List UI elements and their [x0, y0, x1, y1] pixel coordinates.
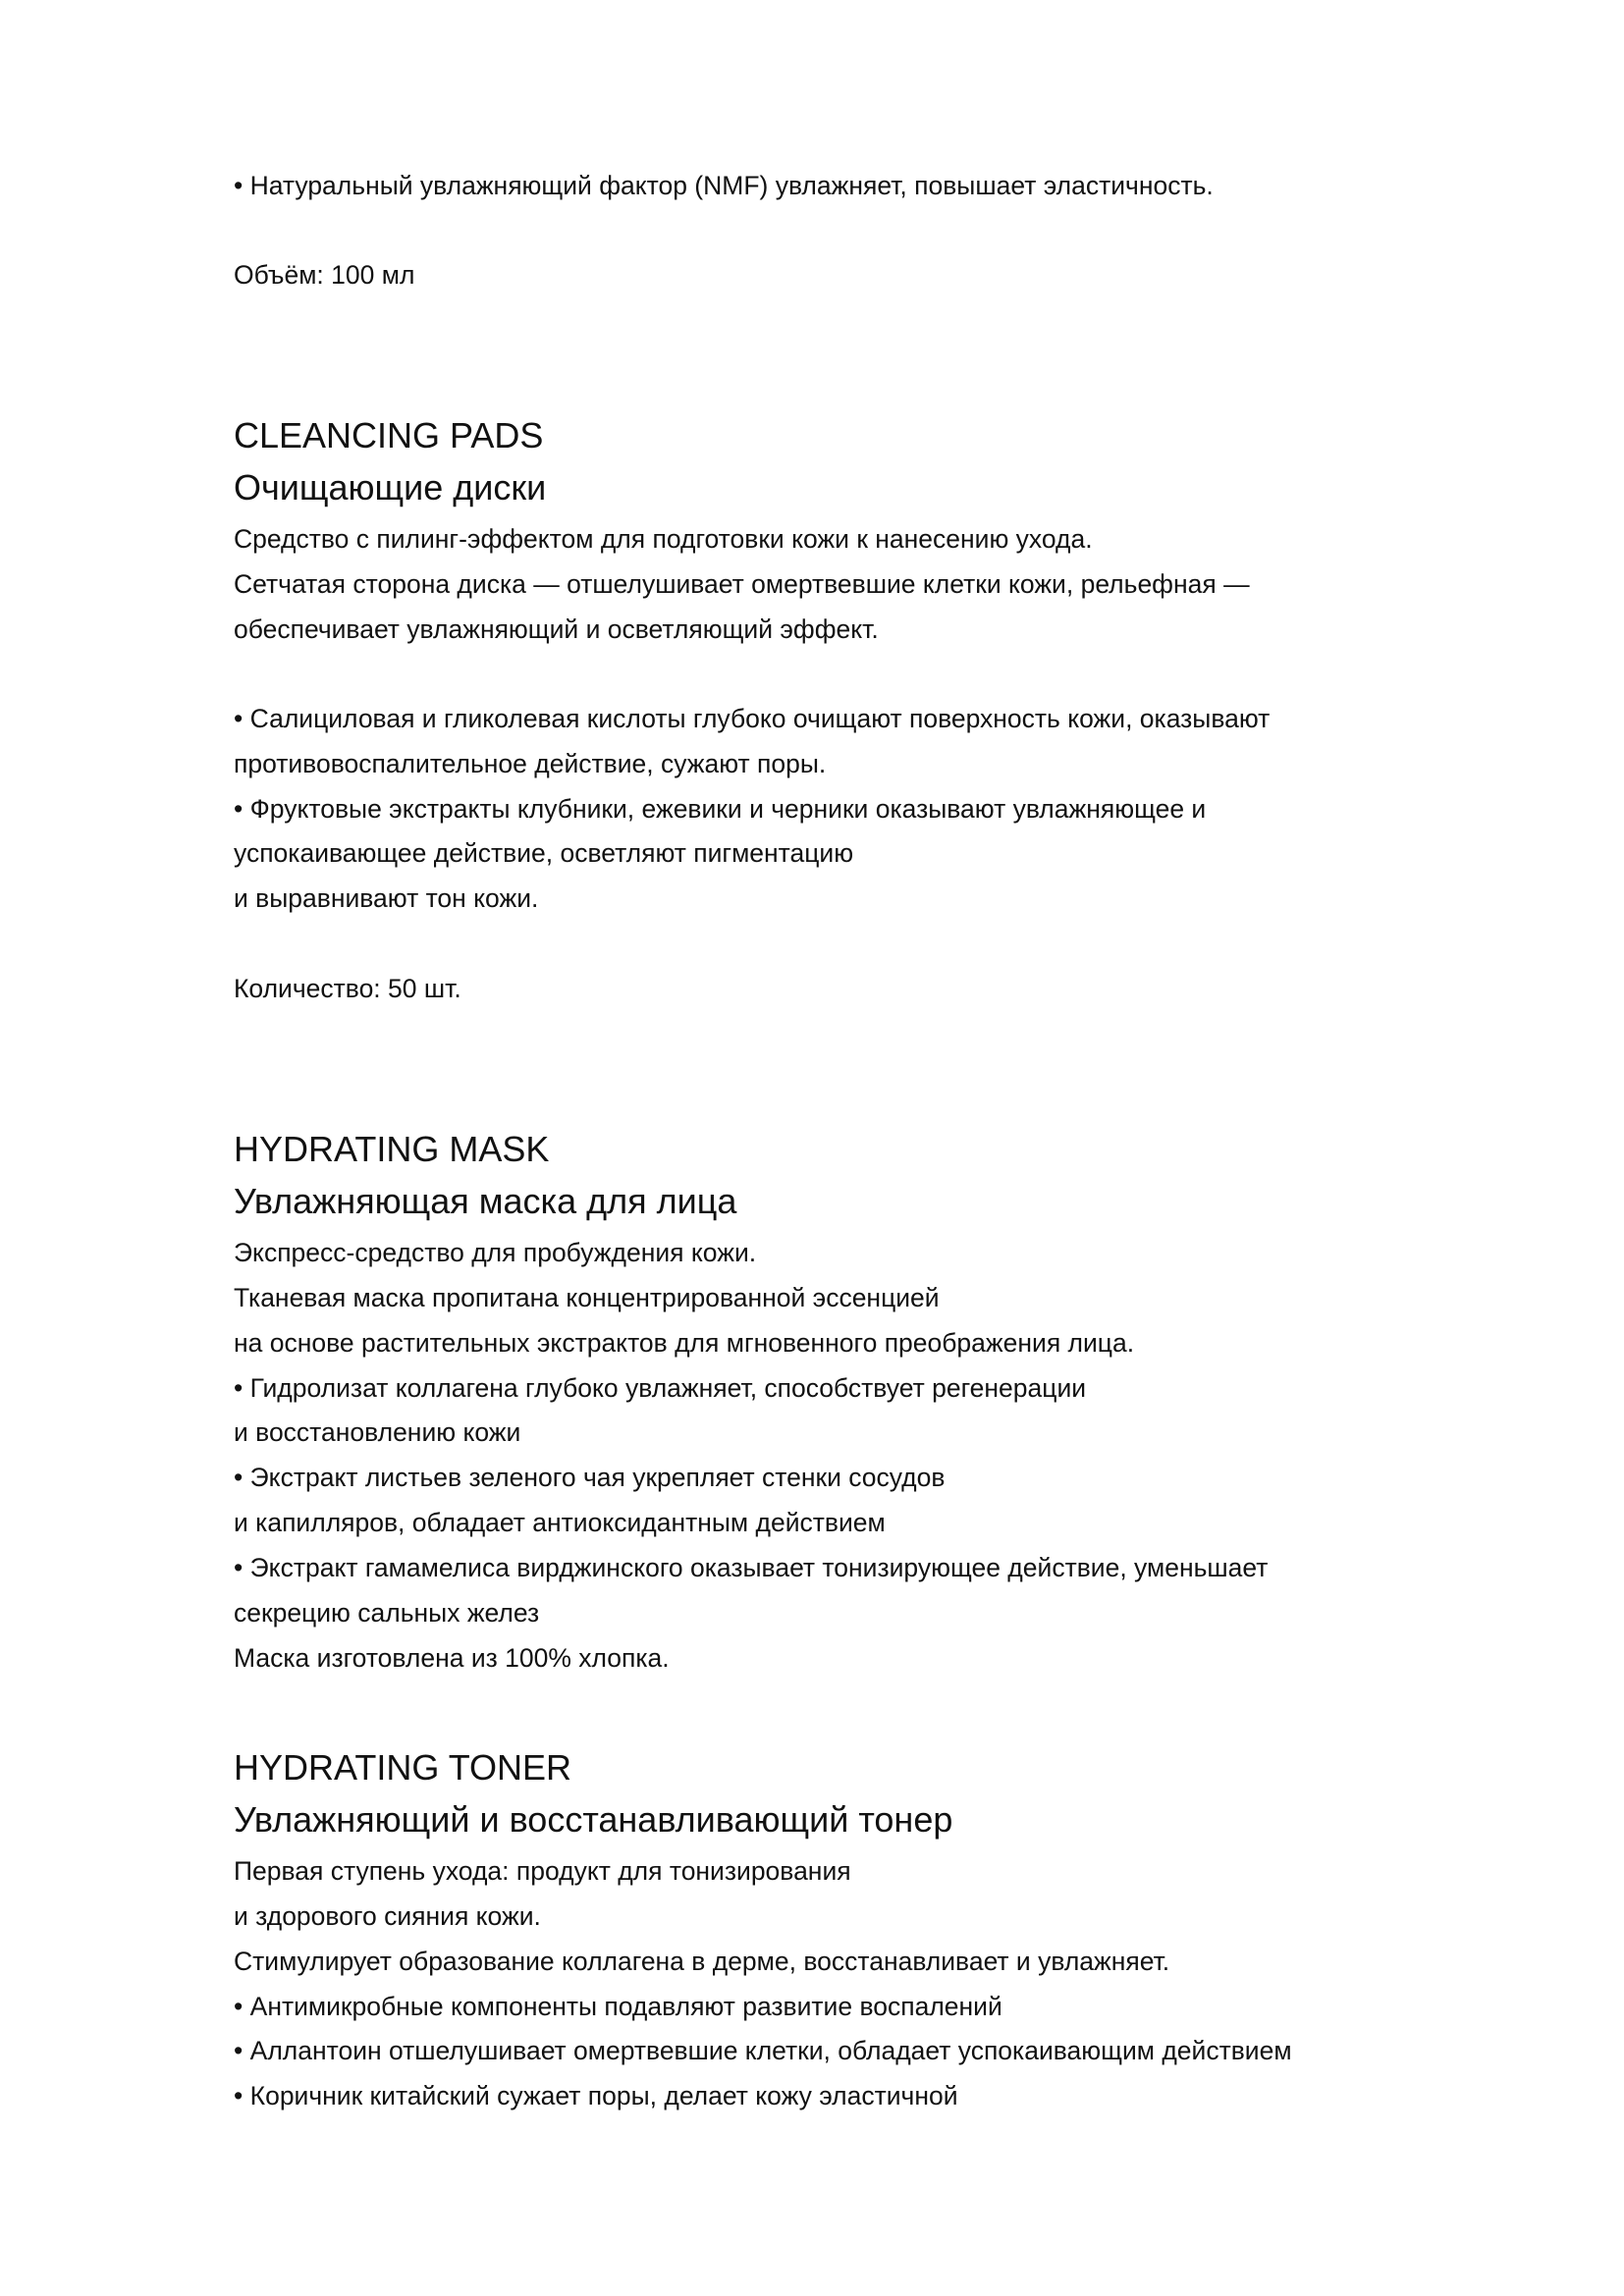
section-text-line: и восстановлению кожи — [234, 1417, 521, 1447]
intro-volume: Объём: 100 мл — [234, 260, 415, 290]
section-text-line: Первая ступень ухода: продукт для тонизирования — [234, 1856, 851, 1886]
section-text-line: • Коричник китайский сужает поры, делает кожу эластичной — [234, 2081, 958, 2110]
section-text-line: успокаивающее действие, осветляют пигментацию — [234, 838, 854, 868]
section-text-line: Стимулирует образование коллагена в дерме, восстанавливает и увлажняет. — [234, 1947, 1170, 1976]
section-text-line: и здорового сияния кожи. — [234, 1901, 541, 1931]
section-text-line: и капилляров, обладает антиоксидантным действием — [234, 1508, 886, 1537]
section-text-line: • Фруктовые экстракты клубники, ежевики и черники оказывают увлажняющее и — [234, 794, 1207, 824]
section-text-line: • Салициловая и гликолевая кислоты глубоко очищают поверхность кожи, оказывают — [234, 704, 1271, 733]
section-title-en: HYDRATING TONER — [234, 1747, 572, 1788]
section-text-line: противовоспалительное действие, сужают поры. — [234, 749, 827, 778]
intro-bullet: • Натуральный увлажняющий фактор (NMF) увлажняет, повышает эластичность. — [234, 171, 1214, 200]
section-text-line: • Антимикробные компоненты подавляют развитие воспалений — [234, 1992, 1002, 2021]
section-text-line: Экспресс-средство для пробуждения кожи. — [234, 1238, 757, 1267]
section-text-line: • Гидролизат коллагена глубоко увлажняет, способствует регенерации — [234, 1373, 1087, 1403]
section-text-line: • Экстракт листьев зеленого чая укрепляет стенки сосудов — [234, 1463, 946, 1492]
section-text-line: и выравнивают тон кожи. — [234, 883, 539, 913]
section-text-line: секрецию сальных желез — [234, 1598, 540, 1628]
section-text-line: Маска изготовлена из 100% хлопка. — [234, 1643, 670, 1673]
section-text-line: Сетчатая сторона диска — отшелушивает омертвевшие клетки кожи, рельефная — — [234, 569, 1250, 599]
section-text-line: на основе растительных экстрактов для мгновенного преображения лица. — [234, 1328, 1135, 1358]
section-text-line: обеспечивает увлажняющий и осветляющий эффект. — [234, 614, 879, 644]
section-quantity: Количество: 50 шт. — [234, 974, 461, 1003]
section-text-line: Средство с пилинг-эффектом для подготовки кожи к нанесению ухода. — [234, 524, 1093, 554]
section-title-ru: Увлажняющая маска для лица — [234, 1181, 737, 1221]
section-title-ru: Увлажняющий и восстанавливающий тонер — [234, 1799, 953, 1840]
section-title-en: CLEANCING PADS — [234, 415, 544, 455]
section-text-line: • Аллантоин отшелушивает омертвевшие клетки, обладает успокаивающим действием — [234, 2036, 1292, 2065]
section-title-en: HYDRATING MASK — [234, 1129, 550, 1169]
section-title-ru: Очищающие диски — [234, 467, 547, 507]
section-text-line: • Экстракт гамамелиса вирджинского оказывает тонизирующее действие, уменьшает — [234, 1553, 1269, 1582]
section-text-line: Тканевая маска пропитана концентрированной эссенцией — [234, 1283, 940, 1312]
